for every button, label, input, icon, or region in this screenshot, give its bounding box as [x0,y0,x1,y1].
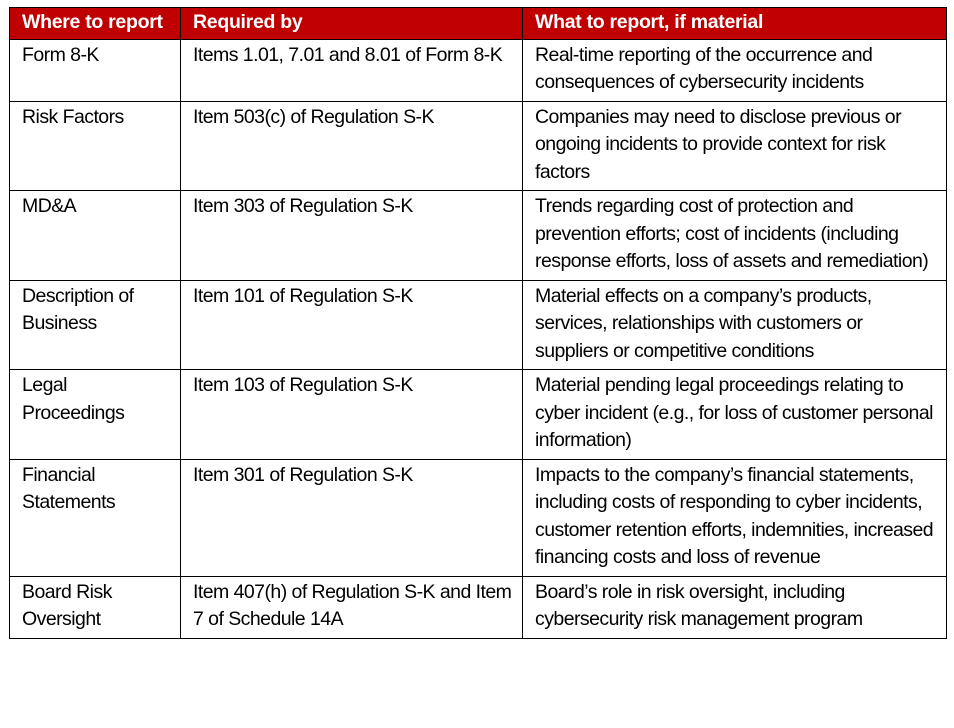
cell-what: Companies may need to disclose previous or ongoing incidents to provide context for risk factors [523,101,947,191]
cell-what: Material effects on a company’s products, services, relationships with customers or suppliers or competitive conditions [523,280,947,370]
cell-what: Board’s role in risk oversight, including cybersecurity risk management program [523,576,947,638]
cell-what: Impacts to the company’s financial statements, including costs of responding to cyber incidents, customer retention efforts, indemnities, increased financing costs and loss of revenue [523,459,947,576]
table-row [10,280,947,370]
cell-where: Legal Proceedings [10,370,181,460]
cyber-disclosure-table [9,7,947,639]
cell-where: MD&A [10,191,181,281]
cell-required-by: Item 303 of Regulation S-K [181,191,523,281]
table-row [10,576,947,638]
cell-what: Material pending legal proceedings relating to cyber incident (e.g., for loss of customer personal information) [523,370,947,460]
cell-required-by: Item 101 of Regulation S-K [181,280,523,370]
cell-where: Board Risk Oversight [10,576,181,638]
table-row [10,191,947,281]
cell-required-by: Item 103 of Regulation S-K [181,370,523,460]
cell-required-by: Items 1.01, 7.01 and 8.01 of Form 8-K [181,39,523,101]
header-row [10,8,947,40]
cell-required-by: Item 301 of Regulation S-K [181,459,523,576]
table-row [10,459,947,576]
cell-where: Form 8-K [10,39,181,101]
header-where-to-report: Where to report [10,8,181,40]
cell-where: Risk Factors [10,101,181,191]
table-row [10,101,947,191]
cell-where: Description of Business [10,280,181,370]
header-what-to-report: What to report, if material [523,8,947,40]
cell-what: Real-time reporting of the occurrence and consequences of cybersecurity incidents [523,39,947,101]
header-required-by: Required by [181,8,523,40]
cell-required-by: Item 503(c) of Regulation S-K [181,101,523,191]
cell-what: Trends regarding cost of protection and prevention efforts; cost of incidents (including response efforts, loss of assets and remediation) [523,191,947,281]
cell-required-by: Item 407(h) of Regulation S-K and Item 7 of Schedule 14A [181,576,523,638]
table-row [10,39,947,101]
cell-where: Financial Statements [10,459,181,576]
table-row [10,370,947,460]
